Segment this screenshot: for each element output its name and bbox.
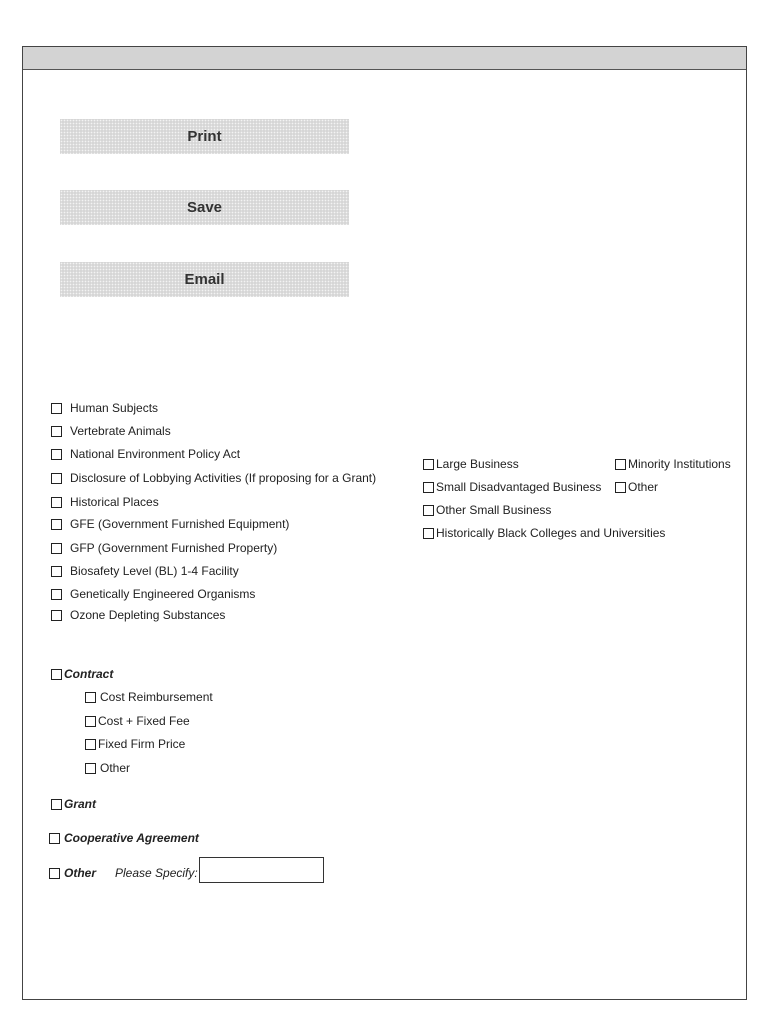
award-type-item [49,866,96,880]
business-type-item [423,503,551,517]
please-specify-input[interactable] [199,857,324,883]
large-business-checkbox[interactable] [423,459,434,470]
award-type-item [51,797,96,811]
gfp-checkbox[interactable] [51,543,62,554]
requirement-item [51,587,255,601]
checkbox-label: Vertebrate Animals [70,424,171,438]
checkbox-label: Other [100,761,131,775]
contract-checkbox[interactable] [51,669,62,680]
checkbox-label: Fixed Firm Price [98,737,186,751]
checkbox-label: Other [64,866,97,880]
requirement-item [51,424,171,438]
print-button[interactable]: Print [60,119,349,154]
checkbox-label: Ozone Depleting Substances [70,608,226,622]
requirement-item [51,495,159,509]
cost-plus-fixed-fee-checkbox[interactable] [85,716,96,727]
checkbox-label: Cost Reimbursement [100,690,213,704]
business-type-item [615,480,658,494]
checkbox-label: GFP (Government Furnished Property) [70,541,278,555]
checkbox-label: Disclosure of Lobbying Activities (If proposing for a Grant) [70,471,377,485]
business-type-item [423,480,601,494]
checkbox-label: Human Subjects [70,401,159,415]
checkbox-label: Historically Black Colleges and Universities [436,526,666,540]
small-disadvantaged-business-checkbox[interactable] [423,482,434,493]
award-type-item [51,667,113,681]
checkbox-label: National Environment Policy Act [70,447,241,461]
requirement-item [51,564,239,578]
requirement-item [51,447,240,461]
business-type-item [423,526,665,540]
checkbox-label: Genetically Engineered Organisms [70,587,256,601]
business-type-item [423,457,519,471]
cooperative-agreement-checkbox[interactable] [49,833,60,844]
checkbox-label: Other [628,480,659,494]
contract-option-item [85,690,213,704]
award-other-checkbox[interactable] [49,868,60,879]
save-button[interactable]: Save [60,190,349,225]
please-specify-label: Please Specify: [115,866,198,880]
checkbox-label: Other Small Business [436,503,552,517]
checkbox-label: Biosafety Level (BL) 1-4 Facility [70,564,239,578]
business-type-item [615,457,731,471]
checkbox-label: Large Business [436,457,519,471]
checkbox-label: Cost + Fixed Fee [98,714,190,728]
gfe-checkbox[interactable] [51,519,62,530]
checkbox-label: GFE (Government Furnished Equipment) [70,517,290,531]
checkbox-label: Cooperative Agreement [64,831,199,845]
grant-checkbox[interactable] [51,799,62,810]
vertebrate-animals-checkbox[interactable] [51,426,62,437]
lobbying-disclosure-checkbox[interactable] [51,473,62,484]
gmo-checkbox[interactable] [51,589,62,600]
biosafety-level-checkbox[interactable] [51,566,62,577]
contract-option-item [85,737,185,751]
nepa-checkbox[interactable] [51,449,62,460]
contract-option-item [85,714,190,728]
contract-other-checkbox[interactable] [85,763,96,774]
checkbox-label: Historical Places [70,495,159,509]
requirement-item [51,517,289,531]
other-small-business-checkbox[interactable] [423,505,434,516]
historical-places-checkbox[interactable] [51,497,62,508]
award-type-item [49,831,199,845]
checkbox-label: Minority Institutions [628,457,731,471]
requirement-item [51,401,158,415]
contract-option-item [85,761,130,775]
human-subjects-checkbox[interactable] [51,403,62,414]
checkbox-label: Small Disadvantaged Business [436,480,602,494]
requirement-item [51,471,376,485]
minority-institutions-checkbox[interactable] [615,459,626,470]
ozone-depleting-checkbox[interactable] [51,610,62,621]
header-bar [23,47,746,70]
other-business-checkbox[interactable] [615,482,626,493]
requirement-item [51,541,277,555]
requirement-item [51,608,225,622]
hbcu-checkbox[interactable] [423,528,434,539]
checkbox-label: Contract [64,667,114,681]
email-button[interactable]: Email [60,262,349,297]
fixed-firm-price-checkbox[interactable] [85,739,96,750]
checkbox-label: Grant [64,797,97,811]
cost-reimbursement-checkbox[interactable] [85,692,96,703]
